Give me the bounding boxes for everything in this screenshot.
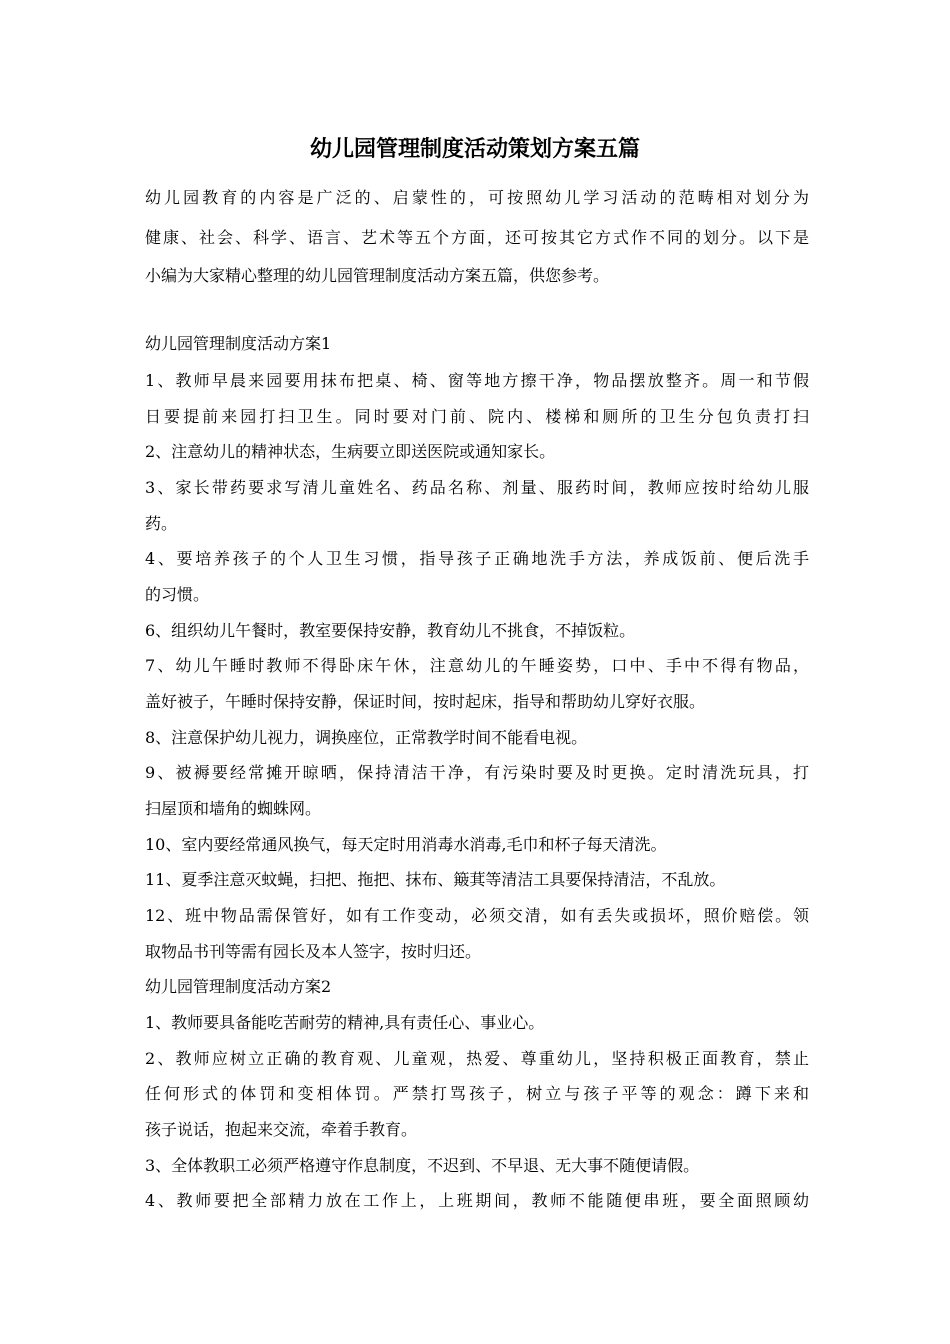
section-1-heading: 幼儿园管理制度活动方案1 <box>145 334 332 353</box>
section-1-line: 取物品书刊等需有园长及本人签字，按时归还。 <box>145 942 482 961</box>
document-title: 幼儿园管理制度活动策划方案五篇 <box>309 136 640 162</box>
section-2-line: 任何形式的体罚和变相体罚。严禁打骂孩子，树立与孩子平等的观念：蹲下来和 <box>145 1084 809 1103</box>
intro-line: 幼儿园教育的内容是广泛的、启蒙性的，可按照幼儿学习活动的范畴相对划分为 <box>145 188 809 207</box>
intro-line: 健康、社会、科学、语言、艺术等五个方面，还可按其它方式作不同的划分。以下是 <box>145 228 809 247</box>
section-1-line: 6、组织幼儿午餐时，教室要保持安静，教育幼儿不挑食，不掉饭粒。 <box>145 621 636 640</box>
section-1-line: 9、被褥要经常摊开晾晒，保持清洁干净，有污染时要及时更换。定时清洗玩具，打 <box>145 763 809 782</box>
section-2-line: 孩子说话，抱起来交流，牵着手教育。 <box>145 1120 418 1139</box>
section-2-line: 4、教师要把全部精力放在工作上，上班期间，教师不能随便串班，要全面照顾幼 <box>145 1191 809 1210</box>
section-1-line: 的习惯。 <box>145 585 210 604</box>
section-1-line: 日要提前来园打扫卫生。同时要对门前、院内、楼梯和厕所的卫生分包负责打扫 <box>145 407 809 426</box>
section-1-line: 8、注意保护幼儿视力，调换座位，正常教学时间不能看电视。 <box>145 728 588 747</box>
section-1-line: 药。 <box>145 514 178 533</box>
section-1-line: 3、家长带药要求写清儿童姓名、药品名称、剂量、服药时间，教师应按时给幼儿服 <box>145 478 809 497</box>
section-1-line: 4、要培养孩子的个人卫生习惯，指导孩子正确地洗手方法，养成饭前、便后洗手 <box>145 549 809 568</box>
section-1-line: 7、幼儿午睡时教师不得卧床午休，注意幼儿的午睡姿势，口中、手中不得有物品， <box>145 656 809 675</box>
section-1-line: 2、注意幼儿的精神状态，生病要立即送医院或通知家长。 <box>145 442 556 461</box>
section-1-line: 扫屋顶和墙角的蜘蛛网。 <box>145 799 322 818</box>
section-1-line: 盖好被子，午睡时保持安静，保证时间，按时起床，指导和帮助幼儿穿好衣服。 <box>145 692 706 711</box>
section-1-line: 10、室内要经常通风换气，每天定时用消毒水消毒,毛巾和杯子每天清洗。 <box>145 835 667 854</box>
section-1-line: 12、班中物品需保管好，如有工作变动，必须交清，如有丢失或损坏，照价赔偿。领 <box>145 906 809 925</box>
section-1-line: 1、教师早晨来园要用抹布把桌、椅、窗等地方擦干净，物品摆放整齐。周一和节假 <box>145 371 809 390</box>
section-1-line: 11、夏季注意灭蚊蝇，扫把、拖把、抹布、簸萁等清洁工具要保持清洁，不乱放。 <box>145 870 726 889</box>
section-2-line: 3、全体教职工必须严格遵守作息制度，不迟到、不早退、无大事不随便请假。 <box>145 1156 700 1175</box>
section-2-line: 1、教师要具备能吃苦耐劳的精神,具有责任心、事业心。 <box>145 1013 545 1032</box>
section-2-heading: 幼儿园管理制度活动方案2 <box>145 977 332 996</box>
intro-line: 小编为大家精心整理的幼儿园管理制度活动方案五篇，供您参考。 <box>145 266 610 285</box>
section-2-line: 2、教师应树立正确的教育观、儿童观，热爱、尊重幼儿，坚持积极正面教育，禁止 <box>145 1049 809 1068</box>
